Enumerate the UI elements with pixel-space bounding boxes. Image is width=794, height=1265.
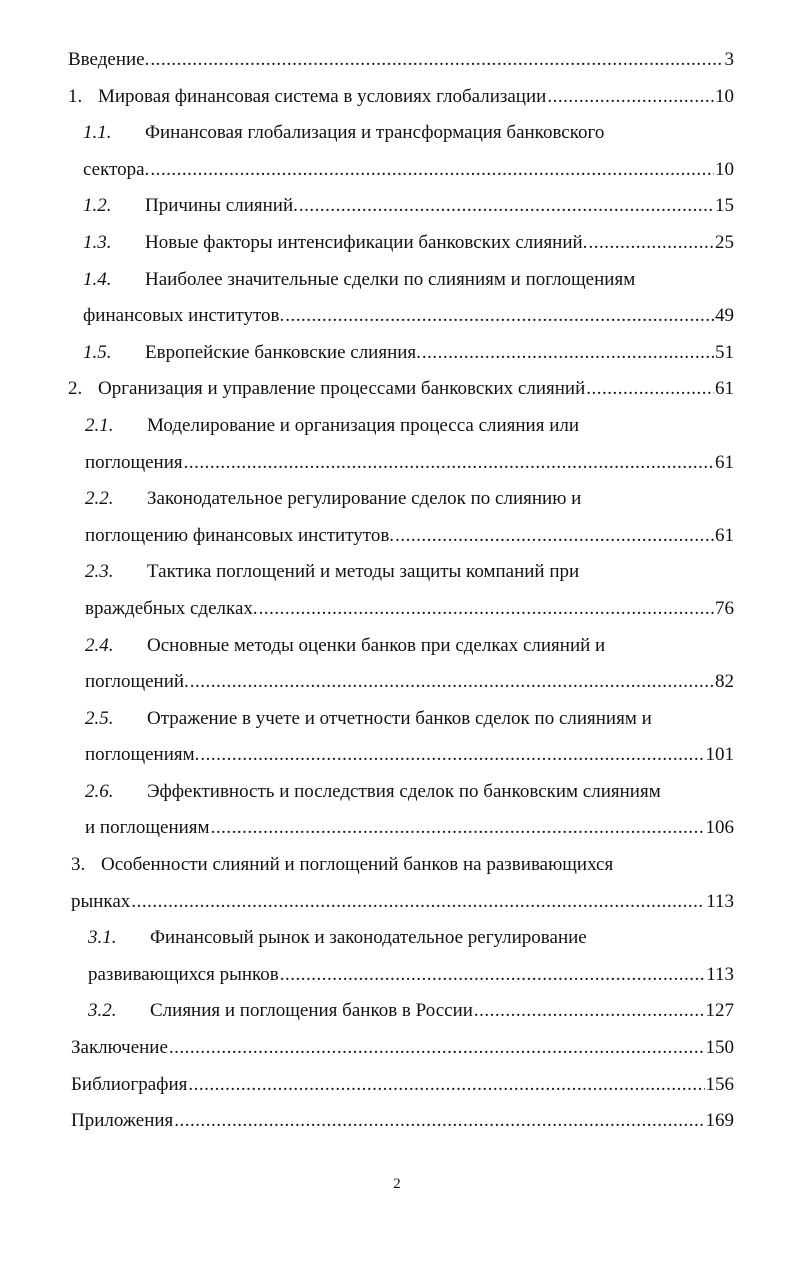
toc-entry-1-1-line1[interactable] bbox=[68, 121, 734, 145]
toc-title-continued: враждебных сделках. bbox=[85, 597, 258, 619]
toc-page: 150 bbox=[705, 1037, 734, 1059]
toc-entry-chapter-2[interactable] bbox=[68, 377, 734, 401]
toc-entry-chapter-1[interactable] bbox=[68, 85, 734, 109]
toc-number: 1.1. bbox=[83, 122, 112, 144]
toc-title-continued: рынках bbox=[71, 890, 131, 912]
toc-number: 2.6. bbox=[85, 780, 114, 802]
toc-entry-3-2[interactable] bbox=[68, 999, 734, 1023]
toc-title-continued: и поглощениям bbox=[85, 817, 210, 839]
toc-title: Организация и управление процессами банковских слияний bbox=[98, 378, 586, 400]
toc-entry-1-5[interactable] bbox=[68, 341, 734, 365]
toc-page: 61 bbox=[715, 524, 734, 546]
toc-leader-dots bbox=[188, 1073, 704, 1097]
toc-leader-dots bbox=[285, 304, 714, 328]
toc-entry-chapter-3-line2[interactable] bbox=[68, 890, 734, 914]
toc-number: 2.1. bbox=[85, 414, 114, 436]
toc-title: Финансовый рынок и законодательное регулирование bbox=[150, 927, 587, 949]
toc-title-continued: финансовых институтов. bbox=[83, 305, 285, 327]
toc-page: 113 bbox=[706, 890, 734, 912]
toc-number: 2.3. bbox=[85, 561, 114, 583]
toc-title-continued: поглощениям. bbox=[85, 744, 200, 766]
toc-page: 169 bbox=[705, 1110, 734, 1132]
toc-entry-chapter-3-line1[interactable] bbox=[68, 853, 734, 877]
toc-entry-2-4-line2[interactable] bbox=[68, 670, 734, 694]
toc-number: 2.2. bbox=[85, 488, 114, 510]
toc-number: 1.5. bbox=[83, 341, 112, 363]
toc-entry-appendices[interactable] bbox=[68, 1109, 734, 1133]
toc-entry-1-4-line2[interactable] bbox=[68, 304, 734, 328]
toc-leader-dots bbox=[280, 963, 705, 987]
toc-page: 61 bbox=[715, 378, 734, 400]
toc-page: 61 bbox=[715, 451, 734, 473]
toc-page: 10 bbox=[715, 158, 734, 180]
toc-title: Эффективность и последствия сделок по банковским слияниям bbox=[147, 780, 661, 802]
toc-entry-intro[interactable] bbox=[68, 48, 734, 72]
toc-entry-2-4-line1[interactable] bbox=[68, 634, 734, 658]
toc-entry-2-1-line2[interactable] bbox=[68, 451, 734, 475]
toc-page: 82 bbox=[715, 671, 734, 693]
toc-leader-dots bbox=[190, 670, 714, 694]
toc-entry-1-4-line1[interactable] bbox=[68, 268, 734, 292]
toc-title: Наиболее значительные сделки по слияниям и поглощениям bbox=[145, 268, 636, 290]
page-number: 2 bbox=[393, 1176, 401, 1192]
toc-number: 3.1. bbox=[88, 927, 117, 949]
toc-title: Библиография bbox=[71, 1073, 188, 1095]
toc-title: Тактика поглощений и методы защиты компаний при bbox=[147, 561, 580, 583]
toc-title: Отражение в учете и отчетности банков сделок по слияниям и bbox=[147, 707, 652, 729]
toc-page: 156 bbox=[705, 1073, 734, 1095]
toc-title: Введение. bbox=[68, 49, 150, 70]
toc-title: Заключение bbox=[71, 1037, 168, 1059]
toc-title: Новые факторы интенсификации банковских слияний. bbox=[145, 231, 588, 253]
toc-page: 127 bbox=[705, 1000, 734, 1022]
toc-entry-2-3-line1[interactable] bbox=[68, 560, 734, 584]
toc-title: Законодательное регулирование сделок по слиянию и bbox=[147, 488, 582, 510]
toc-leader-dots bbox=[588, 231, 714, 255]
toc-entry-1-2[interactable] bbox=[68, 194, 734, 218]
toc-entry-2-2-line2[interactable] bbox=[68, 524, 734, 548]
toc-entry-bibliography[interactable] bbox=[68, 1073, 734, 1097]
toc-entry-2-5-line1[interactable] bbox=[68, 707, 734, 731]
toc-entry-1-1-line2[interactable] bbox=[68, 158, 734, 182]
toc-title: Финансовая глобализация и трансформация банковского bbox=[145, 122, 605, 144]
toc-title: Европейские банковские слияния. bbox=[145, 341, 421, 363]
toc-entry-3-1-line1[interactable] bbox=[68, 926, 734, 950]
toc-leader-dots bbox=[259, 597, 714, 621]
toc-number: 2. bbox=[68, 378, 83, 400]
toc-title: Приложения bbox=[71, 1110, 174, 1132]
toc-leader-dots bbox=[422, 341, 714, 365]
toc-leader-dots bbox=[174, 1109, 704, 1133]
toc-leader-dots bbox=[184, 451, 714, 475]
toc-number: 1.2. bbox=[83, 195, 112, 217]
toc-entry-3-1-line2[interactable] bbox=[68, 963, 734, 987]
toc-leader-dots bbox=[299, 194, 714, 218]
toc-number: 3. bbox=[71, 854, 86, 876]
toc-title: Основные методы оценки банков при сделках слияний и bbox=[147, 634, 606, 656]
toc-page: 49 bbox=[715, 305, 734, 327]
toc-title: Причины слияний. bbox=[145, 195, 298, 217]
toc-entry-2-3-line2[interactable] bbox=[68, 597, 734, 621]
toc-title-continued: поглощению финансовых институтов. bbox=[85, 524, 395, 546]
toc-leader-dots bbox=[169, 1036, 705, 1060]
toc-leader-dots bbox=[547, 85, 714, 109]
toc-entry-2-5-line2[interactable] bbox=[68, 743, 734, 767]
toc-title-continued: поглощения bbox=[85, 451, 183, 473]
toc-page: 25 bbox=[715, 231, 734, 253]
toc-entry-2-1-line1[interactable] bbox=[68, 414, 734, 438]
toc-page: 51 bbox=[715, 341, 734, 363]
toc-leader-dots bbox=[586, 377, 714, 401]
toc-entry-2-6-line2[interactable] bbox=[68, 816, 734, 840]
toc-leader-dots bbox=[200, 743, 704, 767]
toc-title: Слияния и поглощения банков в России bbox=[150, 1000, 473, 1022]
toc-leader-dots bbox=[474, 999, 705, 1023]
toc-leader-dots bbox=[211, 816, 705, 840]
toc-entry-2-6-line1[interactable] bbox=[68, 780, 734, 804]
toc-page: 3 bbox=[724, 49, 734, 70]
table-of-contents bbox=[68, 48, 734, 1146]
toc-entry-conclusion[interactable] bbox=[68, 1036, 734, 1060]
toc-number: 1.3. bbox=[83, 231, 112, 253]
toc-title-continued: поглощений. bbox=[85, 671, 189, 693]
toc-number: 1. bbox=[68, 85, 83, 107]
toc-title: Особенности слияний и поглощений банков на развивающихся bbox=[101, 854, 614, 876]
toc-entry-2-2-line1[interactable] bbox=[68, 487, 734, 511]
toc-title-continued: развивающихся рынков bbox=[88, 963, 279, 985]
toc-title: Мировая финансовая система в условиях глобализации bbox=[98, 85, 547, 107]
toc-leader-dots bbox=[150, 158, 714, 182]
toc-title-continued: сектора. bbox=[83, 158, 150, 180]
toc-page: 76 bbox=[715, 597, 734, 619]
toc-number: 2.4. bbox=[85, 634, 114, 656]
toc-leader-dots bbox=[150, 48, 723, 72]
toc-leader-dots bbox=[395, 524, 714, 548]
toc-page: 101 bbox=[705, 744, 734, 766]
toc-title: Моделирование и организация процесса слияния или bbox=[147, 414, 580, 436]
toc-page: 10 bbox=[715, 85, 734, 107]
toc-leader-dots bbox=[131, 890, 705, 914]
toc-page: 15 bbox=[715, 195, 734, 217]
toc-page: 106 bbox=[705, 817, 734, 839]
toc-entry-1-3[interactable] bbox=[68, 231, 734, 255]
toc-number: 3.2. bbox=[88, 1000, 117, 1022]
toc-number: 2.5. bbox=[85, 707, 114, 729]
toc-page: 113 bbox=[706, 963, 734, 985]
toc-number: 1.4. bbox=[83, 268, 112, 290]
